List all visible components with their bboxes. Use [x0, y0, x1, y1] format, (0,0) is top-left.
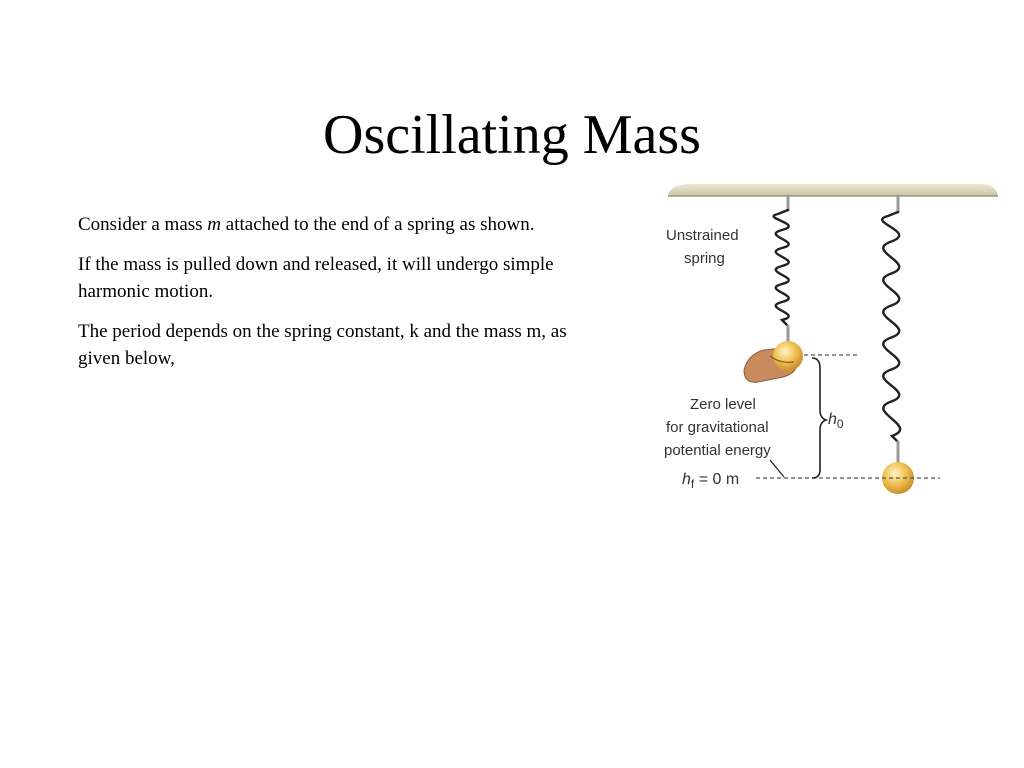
mass-ball-top	[773, 341, 803, 371]
zero-level-pointer	[770, 460, 784, 477]
paragraph-shm: If the mass is pulled down and released, it will undergo simple harmonic motion.	[78, 254, 554, 302]
body-text	[78, 211, 568, 385]
zero-level-label-1: Zero level	[690, 396, 756, 413]
unstrained-label-1: Unstrained	[666, 227, 739, 244]
mass-symbol: m	[207, 214, 222, 235]
zero-level-label-2: for gravitational	[666, 419, 769, 436]
zero-level-label-3: potential energy	[664, 442, 771, 459]
unstrained-spring	[774, 196, 789, 346]
h0-label: $h_0$	[828, 411, 844, 431]
hf-label: $h_f = 0$ m	[682, 471, 740, 491]
paragraph-mass: Consider a mass m attached to the end of a spring as shown.	[78, 214, 535, 235]
spring-figure	[660, 178, 1005, 508]
paragraph-period: The period depends on the spring constant, k and the mass m, as given below,	[78, 321, 567, 369]
h0-brace	[812, 358, 826, 478]
spring-diagram	[660, 178, 1005, 508]
stretched-spring	[882, 196, 900, 464]
ceiling	[668, 184, 998, 196]
unstrained-label-2: spring	[684, 250, 725, 267]
slide-title: Oscillating Mass	[323, 104, 701, 166]
